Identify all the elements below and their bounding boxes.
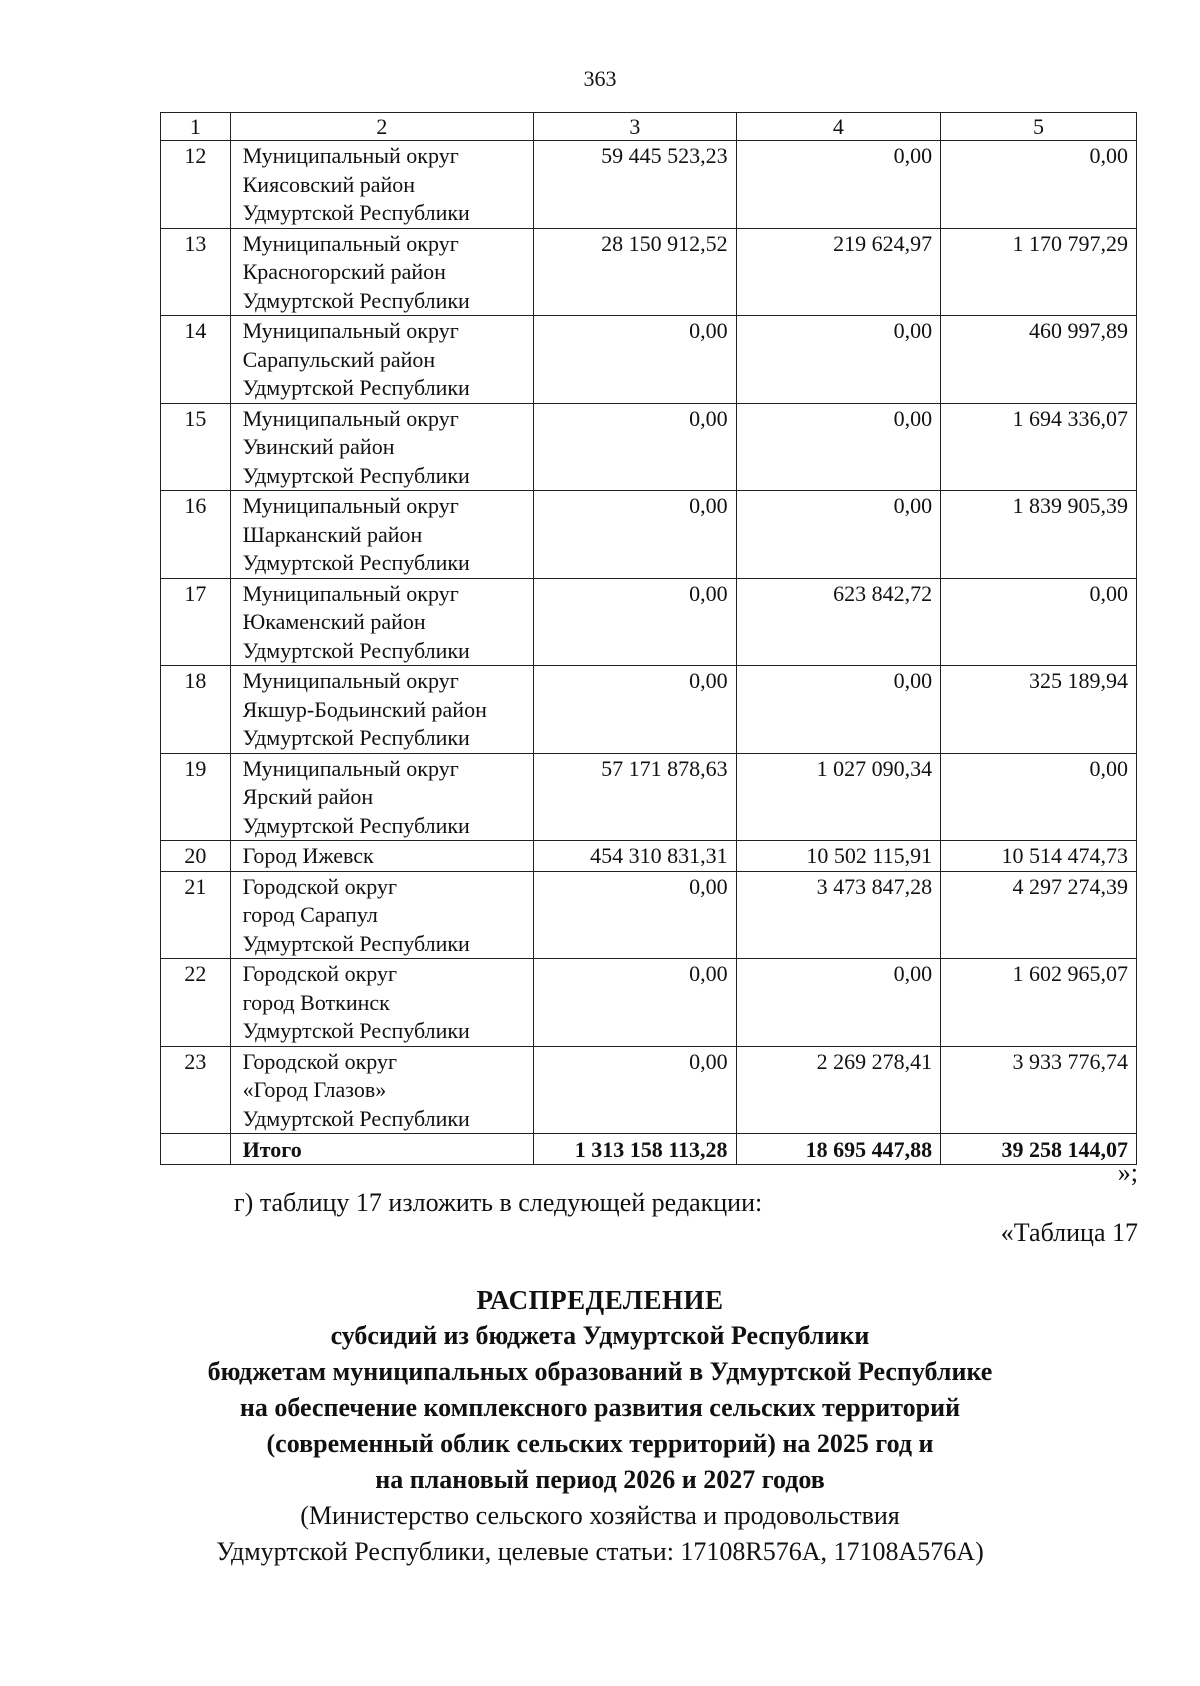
municipality-name <box>230 841 534 872</box>
table-row <box>161 959 1137 1047</box>
municipality-name <box>230 316 534 404</box>
value-col5: 1 839 905,39 <box>941 491 1137 579</box>
municipality-name <box>230 666 534 754</box>
value-col4: 0,00 <box>736 316 941 404</box>
municipality-name-line: Муниципальный округ <box>242 318 459 343</box>
table-header <box>161 113 1137 141</box>
table-row <box>161 316 1137 404</box>
table-label: «Таблица 17 <box>1000 1218 1138 1247</box>
value-col4: 0,00 <box>736 403 941 491</box>
row-number: 16 <box>161 491 231 579</box>
section-heading <box>0 1282 1200 1570</box>
municipality-name-line: Муниципальный округ <box>242 405 459 431</box>
municipality-name <box>230 403 534 491</box>
municipality-name-line: Удмуртской Республики <box>242 1105 470 1131</box>
heading-subtitle-line: на обеспечение комплексного развития сельских территорий <box>239 1393 961 1422</box>
row-number: 18 <box>161 666 231 754</box>
total-value-col3: 1 313 158 113,28 <box>534 1134 736 1165</box>
value-col4: 2 269 278,41 <box>736 1046 941 1134</box>
value-col5: 4 297 274,39 <box>941 871 1137 959</box>
header-col-5: 5 <box>941 113 1137 141</box>
row-number: 22 <box>161 959 231 1047</box>
value-col5: 325 189,94 <box>941 666 1137 754</box>
municipality-name-line: Киясовский район <box>242 171 416 197</box>
municipality-name-line: Муниципальный округ <box>242 493 459 518</box>
header-col-1: 1 <box>161 113 231 141</box>
value-col5: 0,00 <box>941 578 1137 666</box>
value-col5: 0,00 <box>941 753 1137 841</box>
table-row <box>161 403 1137 491</box>
header-col-2: 2 <box>230 113 534 141</box>
municipality-name-line: Муниципальный округ <box>242 755 459 781</box>
municipality-name-line: Увинский район <box>242 434 395 459</box>
value-col3: 0,00 <box>534 316 736 404</box>
value-col5: 10 514 474,73 <box>941 841 1137 872</box>
value-col4: 0,00 <box>736 666 941 754</box>
total-num-cell <box>161 1134 231 1165</box>
value-col4: 3 473 847,28 <box>736 871 941 959</box>
distribution-table <box>160 112 1137 1165</box>
value-col3: 0,00 <box>534 578 736 666</box>
municipality-name-line: Сарапульский район <box>242 346 436 372</box>
page-number: 363 <box>583 66 617 91</box>
value-col5: 3 933 776,74 <box>941 1046 1137 1134</box>
value-col3: 0,00 <box>534 403 736 491</box>
table-row <box>161 491 1137 579</box>
municipality-name <box>230 578 534 666</box>
value-col3: 0,00 <box>534 491 736 579</box>
municipality-name-line: Юкаменский район <box>242 609 426 634</box>
municipality-name-line: Удмуртской Республики <box>242 930 470 956</box>
value-col5: 1 694 336,07 <box>941 403 1137 491</box>
table-row <box>161 841 1137 872</box>
total-value-col5: 39 258 144,07 <box>941 1134 1137 1165</box>
row-number: 17 <box>161 578 231 666</box>
table-row <box>161 666 1137 754</box>
table-row <box>161 228 1137 316</box>
value-col3: 28 150 912,52 <box>534 228 736 316</box>
municipality-name-line: Удмуртской Республики <box>242 462 470 488</box>
municipality-name-line: Удмуртской Республики <box>242 812 470 838</box>
value-col5: 460 997,89 <box>941 316 1137 404</box>
heading-note-line: Удмуртской Республики, целевые статьи: 17108R576A, 17108A576A) <box>216 1537 984 1566</box>
heading-subtitle-line: (современный облик сельских территорий) на 2025 год и <box>266 1429 934 1458</box>
municipality-name-line: Муниципальный округ <box>242 580 459 606</box>
heading-subtitle-line: субсидий из бюджета Удмуртской Республики <box>330 1321 870 1350</box>
heading-subtitle-line: на плановый период 2026 и 2027 годов <box>375 1465 825 1494</box>
value-col4: 0,00 <box>736 959 941 1047</box>
table-row <box>161 1046 1137 1134</box>
heading-subtitle-line: бюджетам муниципальных образований в Удмуртской Республике <box>207 1357 993 1386</box>
municipality-name-line: город Сарапул <box>242 902 378 927</box>
municipality-name <box>230 871 534 959</box>
value-col3: 454 310 831,31 <box>534 841 736 872</box>
value-col4: 219 624,97 <box>736 228 941 316</box>
value-col3: 59 445 523,23 <box>534 141 736 229</box>
total-value-col4: 18 695 447,88 <box>736 1134 941 1165</box>
table-row <box>161 578 1137 666</box>
municipality-name-line: Городской округ <box>242 1048 398 1074</box>
municipality-name-line: Удмуртской Республики <box>242 550 470 575</box>
header-col-4: 4 <box>736 113 941 141</box>
closing-quote: »; <box>1117 1158 1138 1187</box>
value-col3: 0,00 <box>534 1046 736 1134</box>
value-col3: 0,00 <box>534 666 736 754</box>
municipality-name-line: Удмуртской Республики <box>242 200 470 225</box>
total-row <box>161 1134 1137 1165</box>
heading-title: РАСПРЕДЕЛЕНИЕ <box>476 1285 724 1315</box>
table-row <box>161 871 1137 959</box>
value-col3: 57 171 878,63 <box>534 753 736 841</box>
municipality-name-line: «Город Глазов» <box>242 1077 387 1102</box>
value-col5: 0,00 <box>941 141 1137 229</box>
municipality-name-line: Удмуртской Республики <box>242 287 470 313</box>
row-number: 12 <box>161 141 231 229</box>
municipality-name-line: Муниципальный округ <box>242 230 459 256</box>
municipality-name <box>230 959 534 1047</box>
municipality-name <box>230 753 534 841</box>
row-number: 23 <box>161 1046 231 1134</box>
header-col-3: 3 <box>534 113 736 141</box>
municipality-name-line: Муниципальный округ <box>242 143 459 168</box>
municipality-name-line: город Воткинск <box>242 989 390 1015</box>
municipality-name-line: Удмуртской Республики <box>242 637 470 663</box>
municipality-name-line: Удмуртской Республики <box>242 1018 470 1043</box>
table-row <box>161 753 1137 841</box>
municipality-name <box>230 1046 534 1134</box>
municipality-name-line: Городской округ <box>242 873 398 899</box>
value-col4: 0,00 <box>736 141 941 229</box>
value-col4: 623 842,72 <box>736 578 941 666</box>
row-number: 15 <box>161 403 231 491</box>
value-col5: 1 170 797,29 <box>941 228 1137 316</box>
value-col4: 10 502 115,91 <box>736 841 941 872</box>
municipality-name-line: Муниципальный округ <box>242 668 459 693</box>
municipality-name-line: Якшур-Бодьинский район <box>242 696 487 722</box>
municipality-name-line: Красногорский район <box>242 259 446 284</box>
municipality-name-line: Удмуртской Республики <box>242 375 470 400</box>
municipality-name-line: Удмуртской Республики <box>242 725 470 750</box>
municipality-name-line: Шарканский район <box>242 521 423 547</box>
row-number: 13 <box>161 228 231 316</box>
value-col4: 0,00 <box>736 491 941 579</box>
value-col5: 1 602 965,07 <box>941 959 1137 1047</box>
row-number: 19 <box>161 753 231 841</box>
table-body <box>161 141 1137 1134</box>
table-row <box>161 141 1137 229</box>
municipality-name-line: Городской округ <box>242 961 398 986</box>
instruction-text: г) таблицу 17 изложить в следующей редакции: <box>234 1188 763 1217</box>
heading-note-line: (Министерство сельского хозяйства и продовольствия <box>300 1501 900 1530</box>
value-col4: 1 027 090,34 <box>736 753 941 841</box>
row-number: 14 <box>161 316 231 404</box>
total-label: Итого <box>230 1134 534 1165</box>
row-number: 20 <box>161 841 231 872</box>
municipality-name <box>230 228 534 316</box>
value-col3: 0,00 <box>534 871 736 959</box>
municipality-name <box>230 141 534 229</box>
row-number: 21 <box>161 871 231 959</box>
municipality-name <box>230 491 534 579</box>
municipality-name-line: Город Ижевск <box>242 843 374 868</box>
value-col3: 0,00 <box>534 959 736 1047</box>
municipality-name-line: Ярский район <box>242 784 374 809</box>
